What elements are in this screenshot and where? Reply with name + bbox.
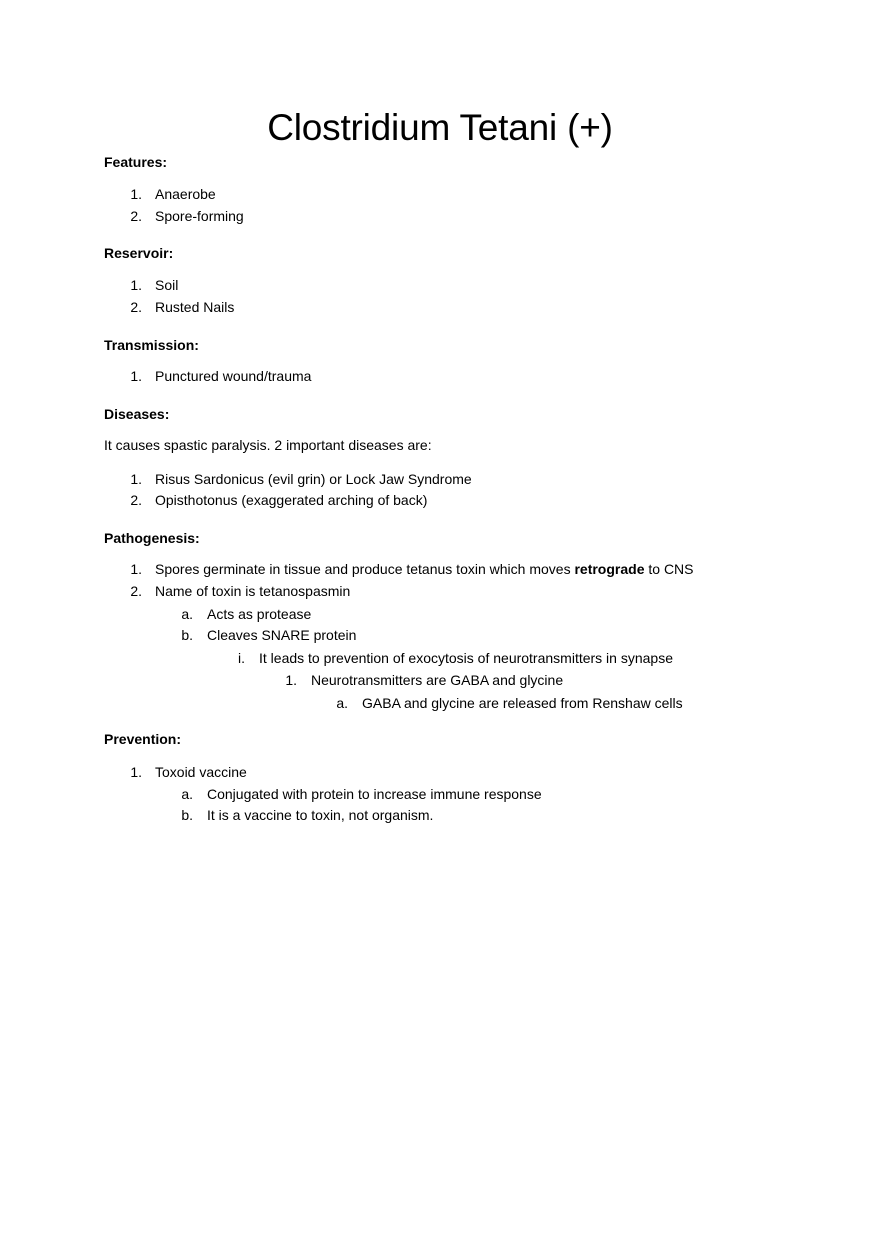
list-marker: a. (181, 786, 193, 802)
diseases-intro: It causes spastic paralysis. 2 important diseases are: (104, 437, 432, 453)
list-marker: 1. (130, 277, 142, 293)
list-marker: b. (181, 807, 193, 823)
transmission-heading: Transmission: (104, 337, 199, 353)
list-item-text: Name of toxin is tetanospasmin (155, 583, 351, 599)
prevention-heading: Prevention: (104, 731, 182, 747)
list-marker: 2. (130, 208, 142, 224)
text-segment: Spores germinate in tissue and produce tetanus toxin which moves (155, 561, 575, 577)
list-item-text: Spore-forming (155, 208, 244, 224)
list-marker: 1. (130, 368, 142, 384)
list-marker: a. (336, 695, 348, 711)
list-marker: 1. (130, 561, 142, 577)
list-marker: 1. (130, 471, 142, 487)
list-item-text: Acts as protease (207, 606, 312, 622)
list-item-text: It leads to prevention of exocytosis of neurotransmitters in synapse (259, 650, 673, 666)
list-marker: b. (181, 627, 193, 643)
page-title: Clostridium Tetani (+) (267, 107, 613, 148)
list-item-text: It is a vaccine to toxin, not organism. (207, 807, 434, 823)
list-item-text: Punctured wound/trauma (155, 368, 312, 384)
list-marker: a. (181, 606, 193, 622)
list-item-text: Soil (155, 277, 179, 293)
list-marker: 1. (130, 764, 142, 780)
list-marker: 2. (130, 583, 142, 599)
bold-term: retrograde (574, 561, 645, 577)
list-marker: i. (238, 650, 245, 666)
list-marker: 2. (130, 492, 142, 508)
list-item-text: Cleaves SNARE protein (207, 627, 357, 643)
list-item-text: Neurotransmitters are GABA and glycine (311, 672, 564, 688)
features-heading: Features: (104, 154, 168, 170)
list-marker: 2. (130, 299, 142, 315)
list-marker: 1. (130, 186, 142, 202)
list-item-text (155, 559, 694, 579)
list-item-text: Toxoid vaccine (155, 764, 247, 780)
list-item-text: Rusted Nails (155, 299, 235, 315)
list-item-text: Anaerobe (155, 186, 216, 202)
list-item-text: Opisthotonus (exaggerated arching of back) (155, 492, 428, 508)
list-item-text: Conjugated with protein to increase immune response (207, 786, 542, 802)
list-item-text: Risus Sardonicus (evil grin) or Lock Jaw Syndrome (155, 471, 472, 487)
list-marker: 1. (285, 672, 297, 688)
text-segment: to CNS (644, 561, 694, 577)
reservoir-heading: Reservoir: (104, 245, 174, 261)
list-item-text: GABA and glycine are released from Renshaw cells (362, 695, 683, 711)
pathogenesis-heading: Pathogenesis: (104, 530, 200, 546)
diseases-heading: Diseases: (104, 406, 170, 422)
